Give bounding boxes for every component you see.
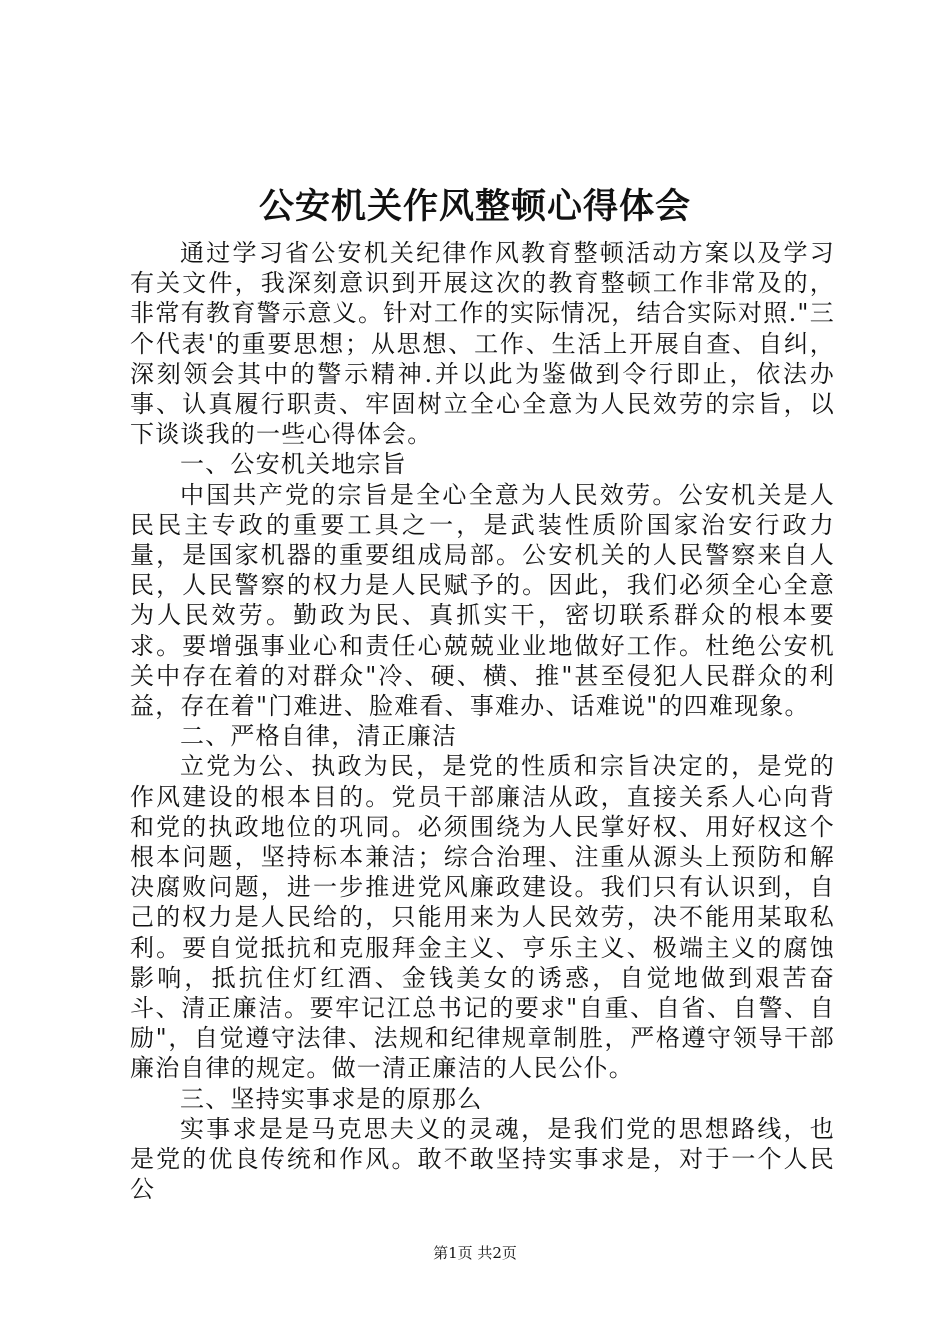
- paragraph-section-2: 立党为公、执政为民，是党的性质和宗旨决定的，是党的作风建设的根本目的。党员干部廉洁从政，直接关系人心向背和党的执政地位的巩同。必须围绕为人民掌好权、用好权这个根本问题，坚持标本兼洁；综合治理、注重从源头上预防和解决腐败问题，进一步推进党风廉政建设。我们只有认识到，自己的权力是人民给的，只能用来为人民效劳，决不能用某取私利。要自觉抵抗和克服拜金主义、亨乐主义、极端主义的腐蚀影响，抵抗住灯红酒、金钱美女的诱惑，自觉地做到艰苦奋斗、清正廉洁。要牢记江总书记的要求"自重、自省、自警、自励"，自觉遵守法律、法规和纪律规章制胜，严格遵守领导干部廉治自律的规定。做一清正廉洁的人民公仆。: [130, 752, 835, 1083]
- section-heading-2: 二、严格自律，清正廉洁: [180, 722, 458, 751]
- document-body: [130, 238, 835, 1205]
- paragraph-section-3: 实事求是是马克思夫义的灵魂，是我们党的思想路线，也是党的优良传统和作风。敢不敢坚持实事求是，对于一个人民公: [130, 1114, 835, 1204]
- paragraph-intro: 通过学习省公安机关纪律作风教育整顿活动方案以及学习有关文件，我深刻意识到开展这次的教育整顿工作非常及的，非常有教育警示意义。针对工作的实际情况，结合实际对照."三个代表'的重要思想；从思想、工作、生活上开展自查、自纠，深刻领会其中的警示精神.并以此为鉴做到令行即止，依法办事、认真履行职责、牢固树立全心全意为人民效劳的宗旨，以下谈谈我的一些心得体会。: [130, 239, 835, 449]
- document-title: 公安机关作风整顿心得体会: [258, 186, 691, 227]
- section-heading-3: 三、坚持实事求是的原那么: [180, 1084, 483, 1113]
- section-heading-1: 一、公安机关地宗旨: [180, 450, 407, 479]
- page-footer: 第1页 共2页: [433, 1244, 517, 1262]
- paragraph-section-1: 中国共产党的宗旨是全心全意为人民效劳。公安机关是人民民主专政的重要工具之一，是武装性质阶国家治安行政力量，是国家机器的重要组成局部。公安机关的人民警察来自人民，人民警察的权力是人民赋予的。因此，我们必须全心全意为人民效劳。勤政为民、真抓实干，密切联系群众的根本要求。要增强事业心和责任心兢兢业业地做好工作。杜绝公安机关中存在着的对群众"冷、硬、横、推"甚至侵犯人民群众的利益，存在着"门难进、脸难看、事难办、话难说"的四难现象。: [130, 480, 835, 721]
